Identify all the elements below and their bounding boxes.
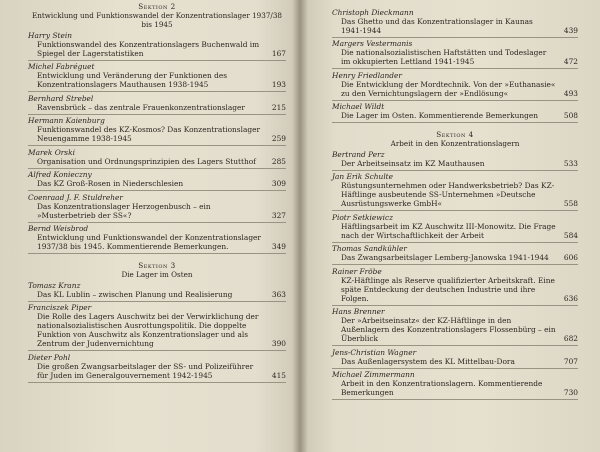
entry-title: Funktionswandel des KZ-Kosmos? Das Konzentrationslager Neuengamme 1938-1945 xyxy=(37,125,260,143)
toc-entry xyxy=(28,29,286,61)
entry-title-row xyxy=(28,290,286,299)
entry-title: Die nationalsozialistischen Haftstätten und Todeslager im okkupierten Lettland 1941-1945 xyxy=(341,48,547,66)
toc-entry xyxy=(332,306,578,347)
entry-title-row xyxy=(332,357,578,366)
entry-title: Die großen Zwangsarbeitslager der SS- und Polizeiführer für Juden im Generalgouvernement 1942-1945 xyxy=(37,361,254,380)
entry-page: 606 xyxy=(563,253,578,262)
entry-title: Das Ghetto und das Konzentrationslager in Kaunas 1941-1944 xyxy=(341,16,533,35)
section-4-heading xyxy=(332,130,578,148)
entry-page: 259 xyxy=(271,134,286,143)
entry-page: 285 xyxy=(271,156,286,166)
entry-page: 349 xyxy=(271,242,286,251)
entry-title: Ravensbrück – das zentrale Frauenkonzentrationslager xyxy=(37,102,245,112)
toc-entry xyxy=(28,115,286,147)
entry-page: 309 xyxy=(271,179,286,188)
entry-author: Michael Wildt xyxy=(332,102,385,111)
entry-page: 363 xyxy=(271,289,286,299)
section-4-list xyxy=(332,148,578,400)
section-label: Sektion 2 xyxy=(138,2,176,11)
entry-title-row xyxy=(28,125,286,143)
entry-title: Das KL Lublin – zwischen Planung und Realisierung xyxy=(37,289,233,299)
entry-title-row xyxy=(332,276,578,303)
entry-page: 682 xyxy=(563,334,578,343)
section-3-list xyxy=(28,279,286,383)
toc-entry xyxy=(28,92,286,115)
entry-page: 730 xyxy=(563,388,578,397)
section-title: Arbeit in den Konzentrationslagern xyxy=(390,139,520,148)
toc-entry xyxy=(28,61,286,93)
entry-title-row xyxy=(332,181,578,208)
entry-author: Hermann Kaienburg xyxy=(28,116,105,125)
entry-title-row xyxy=(28,71,286,89)
entry-page: 415 xyxy=(271,370,286,380)
entry-page: 508 xyxy=(563,111,578,120)
entry-page: 584 xyxy=(563,230,578,240)
entry-title: Entwicklung und Veränderung der Funktionen des Konzentrationslagers Mauthausen 1938-1945 xyxy=(37,71,228,89)
toc-entry xyxy=(28,351,286,383)
entry-author: Dieter Pohl xyxy=(28,352,71,362)
toc-entry xyxy=(332,346,578,369)
entry-title: Die Lager im Osten. Kommentierende Bemerkungen xyxy=(341,111,539,120)
entry-title: Rüstungsunternehmen oder Handwerksbetrieb? Das KZ-Häftlinge ausbeutende SS-Unternehmen »Deutsche Ausrüstungswerke GmbH« xyxy=(341,181,555,208)
entry-author: Bernhard Strebel xyxy=(28,93,94,103)
toc-entry xyxy=(28,146,286,169)
entry-title-row xyxy=(332,48,578,66)
toc-entry xyxy=(28,191,286,223)
entry-author: Henry Friedlander xyxy=(332,70,402,80)
entry-author: Christoph Dieckmann xyxy=(332,7,414,17)
toc-entry xyxy=(332,265,578,306)
entry-page: 390 xyxy=(271,339,286,348)
entry-title-row xyxy=(332,222,578,240)
entry-page: 327 xyxy=(271,210,286,220)
entry-title-row xyxy=(332,111,578,120)
entry-title-row xyxy=(28,157,286,166)
section-2-heading xyxy=(28,2,286,29)
section-label: Sektion 3 xyxy=(138,261,176,270)
toc-entry xyxy=(332,243,578,266)
entry-title: Das KZ Groß-Rosen in Niederschlesien xyxy=(37,179,184,188)
entry-author: Margers Vestermanis xyxy=(332,39,413,48)
entry-title-row xyxy=(332,80,578,98)
entry-title-row xyxy=(28,362,286,380)
entry-title: Arbeit in den Konzentrationslagern. Kommentierende Bemerkungen xyxy=(341,379,543,397)
entry-page: 439 xyxy=(563,25,578,35)
entry-author: Bertrand Perz xyxy=(332,149,385,159)
entry-title-row xyxy=(332,316,578,343)
entry-page: 193 xyxy=(271,80,286,89)
entry-title: Die Rolle des Lagers Auschwitz bei der Verwirklichung der nationalsozialistischen Ausrottungspolitik. Die doppelte Funktion von Auschwitz als Konzentrationslager und als Zentrum der Judenvernichtung xyxy=(37,312,259,348)
entry-author: Tomasz Kranz xyxy=(28,280,81,290)
entry-title: Das Außenlagersystem des KL Mittelbau-Dora xyxy=(341,356,515,366)
toc-entry xyxy=(28,302,286,352)
toc-entry xyxy=(332,101,578,124)
entry-title-row xyxy=(28,179,286,188)
entry-author: Alfred Konieczny xyxy=(28,170,92,179)
section-title: Entwicklung und Funktionswandel der Konzentrationslager 1937/38 bis 1945 xyxy=(32,11,282,29)
book-gutter xyxy=(292,0,308,452)
entry-title-row xyxy=(332,17,578,35)
entry-page: 533 xyxy=(563,158,578,168)
entry-title-row xyxy=(28,312,286,348)
section-3-continued-list xyxy=(332,6,578,123)
entry-author: Thomas Sandkühler xyxy=(332,244,407,253)
entry-author: Franciszek Piper xyxy=(28,303,92,312)
toc-entry xyxy=(28,279,286,302)
section-3-heading xyxy=(28,261,286,279)
entry-title: Häftlingsarbeit im KZ Auschwitz III-Monowitz. Die Frage nach der Wirtschaftlichkeit der Arbeit xyxy=(341,221,556,240)
entry-author: Piotr Setkiewicz xyxy=(332,212,393,222)
entry-page: 493 xyxy=(563,88,578,98)
entry-author: Michel Fabréguet xyxy=(28,62,95,71)
entry-author: Harry Stein xyxy=(28,30,72,40)
entry-title-row xyxy=(332,379,578,397)
entry-title-row xyxy=(28,202,286,220)
toc-entry xyxy=(332,69,578,101)
entry-page: 707 xyxy=(563,356,578,366)
entry-title: Organisation und Ordnungsprinzipien des Lagers Stutthof xyxy=(37,156,256,166)
entry-title-row xyxy=(332,159,578,168)
entry-title: KZ-Häftlinge als Reserve qualifizierter Arbeitskraft. Eine späte Entdeckung der deutschen Industrie und ihre Folgen. xyxy=(341,275,555,303)
entry-title: Der »Arbeitseinsatz« der KZ-Häftlinge in den Außenlagern des Konzentrationslagers Flossenbürg – ein Überblick xyxy=(341,316,556,343)
toc-entry xyxy=(332,38,578,70)
entry-title: Der Arbeitseinsatz im KZ Mauthausen xyxy=(341,158,485,168)
toc-entry xyxy=(28,169,286,192)
entry-author: Rainer Fröbe xyxy=(332,266,382,276)
section-label: Sektion 4 xyxy=(436,130,474,139)
entry-author: Jan Erik Schulte xyxy=(332,172,394,181)
entry-author: Marek Orski xyxy=(28,147,75,157)
entry-author: Jens-Christian Wagner xyxy=(332,347,417,357)
entry-title: Das Zwangsarbeitslager Lemberg-Janowska 1941-1944 xyxy=(341,253,549,262)
toc-entry xyxy=(332,6,578,38)
toc-entry xyxy=(28,223,286,255)
toc-entry xyxy=(332,148,578,171)
entry-page: 215 xyxy=(271,102,286,112)
entry-title: Entwicklung und Funktionswandel der Konzentrationslager 1937/38 bis 1945. Kommentierende Bemerkungen. xyxy=(37,233,261,251)
entry-page: 558 xyxy=(563,199,578,208)
entry-title-row xyxy=(332,253,578,262)
toc-entry xyxy=(332,171,578,212)
entry-author: Michael Zimmermann xyxy=(332,370,415,379)
entry-title: Das Konzentrationslager Herzogenbusch – ein »Musterbetrieb der SS«? xyxy=(37,201,211,220)
toc-entry xyxy=(332,369,578,401)
entry-author: Hans Brenner xyxy=(332,307,385,316)
entry-author: Coenraad J. F. Stuldreher xyxy=(28,192,123,202)
entry-title-row xyxy=(28,40,286,58)
section-2-list xyxy=(28,29,286,254)
entry-page: 472 xyxy=(563,57,578,66)
right-page xyxy=(300,0,600,452)
toc-entry xyxy=(332,211,578,243)
entry-title: Die Entwicklung der Mordtechnik. Von der »Euthanasie« zu den Vernichtungslagern der »Endlösung« xyxy=(341,79,556,98)
entry-page: 167 xyxy=(271,48,286,58)
entry-title-row xyxy=(28,103,286,112)
entry-title: Funktionswandel des Konzentrationslagers Buchenwald im Spiegel der Lagerstatistiken xyxy=(37,39,260,58)
section-title: Die Lager im Osten xyxy=(121,270,193,279)
entry-title-row xyxy=(28,233,286,251)
entry-author: Bernd Weisbrod xyxy=(28,224,89,233)
entry-page: 636 xyxy=(563,293,578,303)
